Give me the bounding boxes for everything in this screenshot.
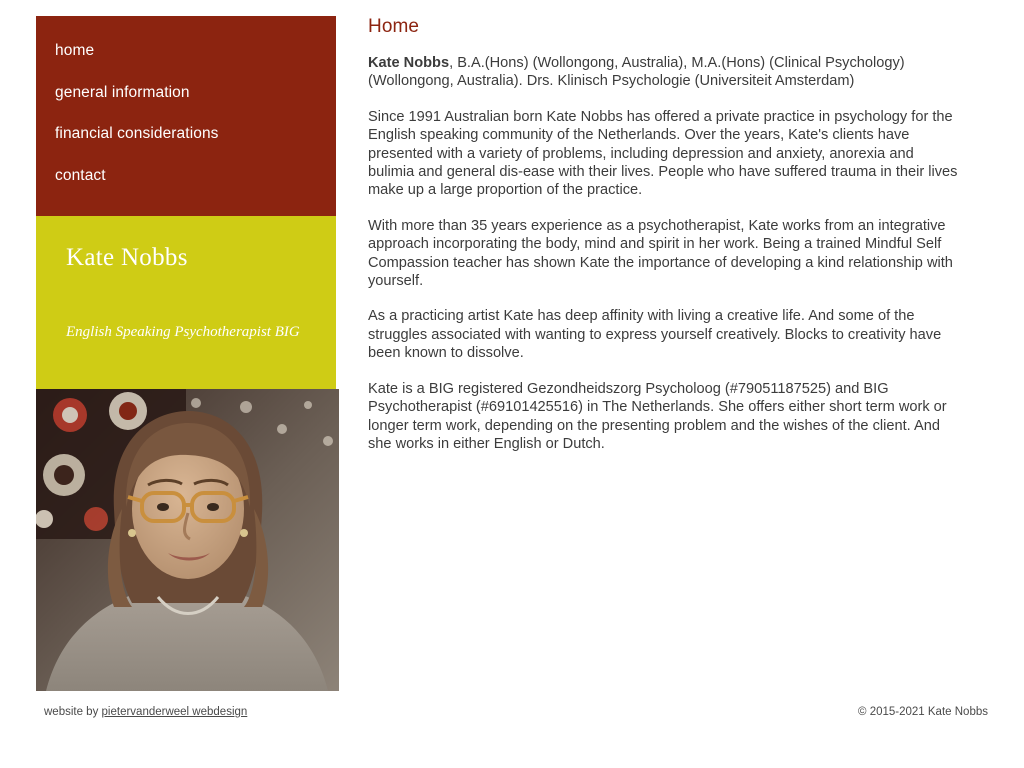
footer-credit [44,706,247,718]
portrait-photo [36,389,339,691]
body-paragraph-2: With more than 35 years experience as a psychotherapist, Kate works from an integrative approach incorporating the body, mind and spirit in her work. Being a trained Mindful Self Compassion teacher has shown Kate the importance of developing a kind relationship with yourself. [368,217,953,290]
nav-item-contact[interactable]: contact [55,166,106,184]
footer [0,704,1024,734]
credentials-paragraph [368,54,960,91]
nav-item-financial-considerations[interactable]: financial considerations [55,125,219,142]
main-navigation [36,16,336,216]
body-paragraph-3: As a practicing artist Kate has deep affinity with living a creative life. And some of the struggles associated with wanting to express yourself creatively. Blocks to creativity have been known to dissolve. [368,308,942,362]
nav-item-home[interactable]: home [55,42,95,59]
body-paragraph-1: Since 1991 Australian born Kate Nobbs has offered a private practice in psychology for the English speaking community of the Netherlands. Over the years, Kate's clients have presented with a variety of problems, including depression and anxiety, anorexia and bulimia and general dis-ease with their lives. People who have suffered trauma in their lives make up a large proportion of the practice. [368,108,958,199]
brand-subtitle: English Speaking Psychotherapist BIG [66,324,300,340]
credentials-name: Kate Nobbs [368,55,450,71]
portrait-photo-image [36,389,339,691]
brand-name: Kate Nobbs [66,244,188,271]
brand-block [36,216,336,389]
footer-copyright: © 2015-2021 Kate Nobbs [858,706,988,718]
footer-credit-link[interactable]: pietervanderweel webdesign [101,706,248,718]
nav-item-general-information[interactable]: general information [55,83,190,101]
body-paragraph-4: Kate is a BIG registered Gezondheidszorg Psycholoog (#79051187525) and BIG Psychotherapist (#69101425516) in The Netherlands. She offers either short term work or longer term work, depending on the presenting problem and the wishes of the client. And she works in either English or Dutch. [368,380,947,452]
footer-credit-prefix: website by [44,706,102,718]
sidebar [36,16,336,691]
page-title: Home [368,16,420,37]
credentials-rest: , B.A.(Hons) (Wollongong, Australia), M.A.(Hons) (Clinical Psychology) (Wollongong, Australia). Drs. Klinisch Psychologie (Universiteit Amsterdam) [368,55,905,90]
main-content [368,16,960,470]
